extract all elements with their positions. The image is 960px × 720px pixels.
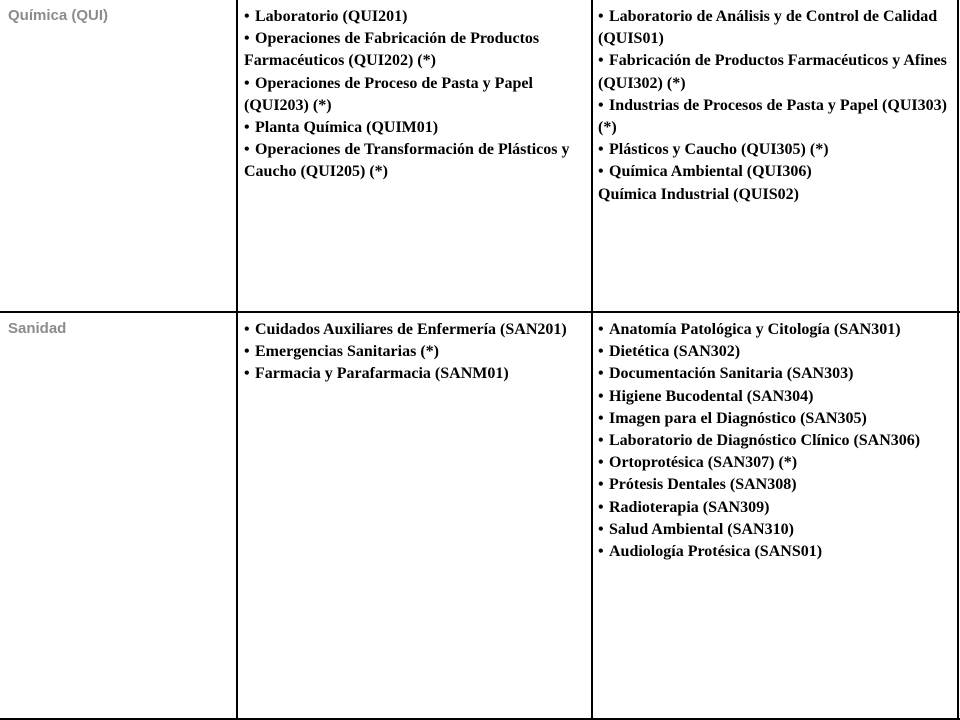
list-item xyxy=(598,319,956,341)
bullet-icon: • xyxy=(598,454,604,472)
grado-medio-cell xyxy=(244,6,588,184)
list-item xyxy=(244,363,588,385)
list-item xyxy=(598,139,956,161)
column-divider xyxy=(591,0,593,720)
list-item-text: Prótesis Dentales (SAN308) xyxy=(609,476,797,494)
family-cell xyxy=(8,6,232,26)
list-item-text: Fabricación de Productos Farmacéuticos y Afines (QUI302) (*) xyxy=(598,52,947,92)
list-item-text: Operaciones de Fabricación de Productos Farmacéuticos (QUI202) (*) xyxy=(244,30,540,70)
list-item-text: Dietética (SAN302) xyxy=(609,343,741,361)
grado-superior-list xyxy=(598,6,956,184)
grado-medio-list xyxy=(244,6,588,184)
bullet-icon: • xyxy=(598,163,604,181)
grado-superior-list xyxy=(598,319,956,563)
list-item xyxy=(598,161,956,183)
list-item xyxy=(598,363,956,385)
list-item-text: Imagen para el Diagnóstico (SAN305) xyxy=(609,409,867,427)
list-item xyxy=(598,497,956,519)
list-item-text: Radioterapia (SAN309) xyxy=(609,498,770,516)
list-item-text: Salud Ambiental (SAN310) xyxy=(609,520,794,538)
bullet-icon: • xyxy=(244,321,250,338)
list-item xyxy=(598,6,956,50)
bullet-icon: • xyxy=(598,321,604,338)
bullet-icon: • xyxy=(598,365,604,383)
list-item-text: Ortoprotésica (SAN307) (*) xyxy=(609,454,798,472)
grado-medio-list xyxy=(244,319,588,386)
bullet-icon: • xyxy=(244,365,250,383)
list-item-text: Operaciones de Proceso de Pasta y Papel (QUI203) (*) xyxy=(244,74,533,114)
list-item-text: Anatomía Patológica y Citología (SAN301) xyxy=(609,321,901,338)
list-item xyxy=(598,95,956,139)
list-item-text: Química Ambiental (QUI306) xyxy=(609,163,812,181)
list-item-text: Laboratorio de Análisis y de Control de Calidad (QUIS01) xyxy=(598,8,938,48)
list-item-text: Industrias de Procesos de Pasta y Papel (QUI303) (*) xyxy=(598,96,947,137)
bullet-icon: • xyxy=(244,8,250,25)
bullet-icon: • xyxy=(598,96,604,114)
list-item xyxy=(244,6,588,28)
list-item-plain: Química Industrial (QUIS02) xyxy=(598,185,799,203)
bullet-icon: • xyxy=(244,141,250,159)
bullet-icon: • xyxy=(244,119,250,137)
list-item-text: Planta Química (QUIM01) xyxy=(255,119,439,137)
list-item xyxy=(598,386,956,408)
list-item xyxy=(598,50,956,94)
list-item xyxy=(598,408,956,430)
list-item xyxy=(244,117,588,139)
list-item-text: Higiene Bucodental (SAN304) xyxy=(609,387,814,405)
list-item xyxy=(244,139,588,183)
list-item xyxy=(598,430,956,452)
bullet-icon: • xyxy=(598,498,604,516)
grado-superior-cell xyxy=(598,6,956,206)
list-item xyxy=(598,541,956,563)
list-item-text: Cuidados Auxiliares de Enfermería (SAN201) xyxy=(255,321,567,338)
list-item xyxy=(244,319,588,341)
grado-medio-cell xyxy=(244,319,588,386)
family-label: Sanidad xyxy=(8,320,67,337)
list-item-text: Plásticos y Caucho (QUI305) (*) xyxy=(609,141,829,159)
bullet-icon: • xyxy=(244,74,250,92)
list-item xyxy=(598,474,956,496)
list-item xyxy=(598,519,956,541)
list-item xyxy=(598,452,956,474)
bullet-icon: • xyxy=(598,520,604,538)
bullet-icon: • xyxy=(598,432,604,450)
bullet-icon: • xyxy=(598,476,604,494)
list-item-text: Audiología Protésica (SANS01) xyxy=(609,543,823,561)
bullet-icon: • xyxy=(244,30,250,48)
list-item-text: Operaciones de Transformación de Plásticos y Caucho (QUI205) (*) xyxy=(244,141,570,181)
family-label: Química (QUI) xyxy=(8,7,109,24)
column-divider xyxy=(957,0,959,720)
column-divider xyxy=(236,0,238,720)
row-divider xyxy=(0,311,960,313)
bullet-icon: • xyxy=(598,141,604,159)
list-item-text: Emergencias Sanitarias (*) xyxy=(255,343,439,361)
bullet-icon: • xyxy=(598,543,604,561)
list-item xyxy=(598,341,956,363)
bullet-icon: • xyxy=(598,409,604,427)
list-item-text: Laboratorio de Diagnóstico Clínico (SAN306) xyxy=(609,432,921,450)
family-cell xyxy=(8,319,232,339)
bullet-icon: • xyxy=(244,343,250,361)
list-item-text: Laboratorio (QUI201) xyxy=(255,8,408,25)
bullet-icon: • xyxy=(598,387,604,405)
bullet-icon: • xyxy=(598,343,604,361)
bullet-icon: • xyxy=(598,8,604,25)
list-item xyxy=(244,73,588,117)
list-item xyxy=(244,341,588,363)
list-item-text: Documentación Sanitaria (SAN303) xyxy=(609,365,854,383)
bullet-icon: • xyxy=(598,52,604,70)
list-item xyxy=(244,28,588,72)
grado-superior-cell xyxy=(598,319,956,563)
list-item-text: Farmacia y Parafarmacia (SANM01) xyxy=(255,365,509,383)
